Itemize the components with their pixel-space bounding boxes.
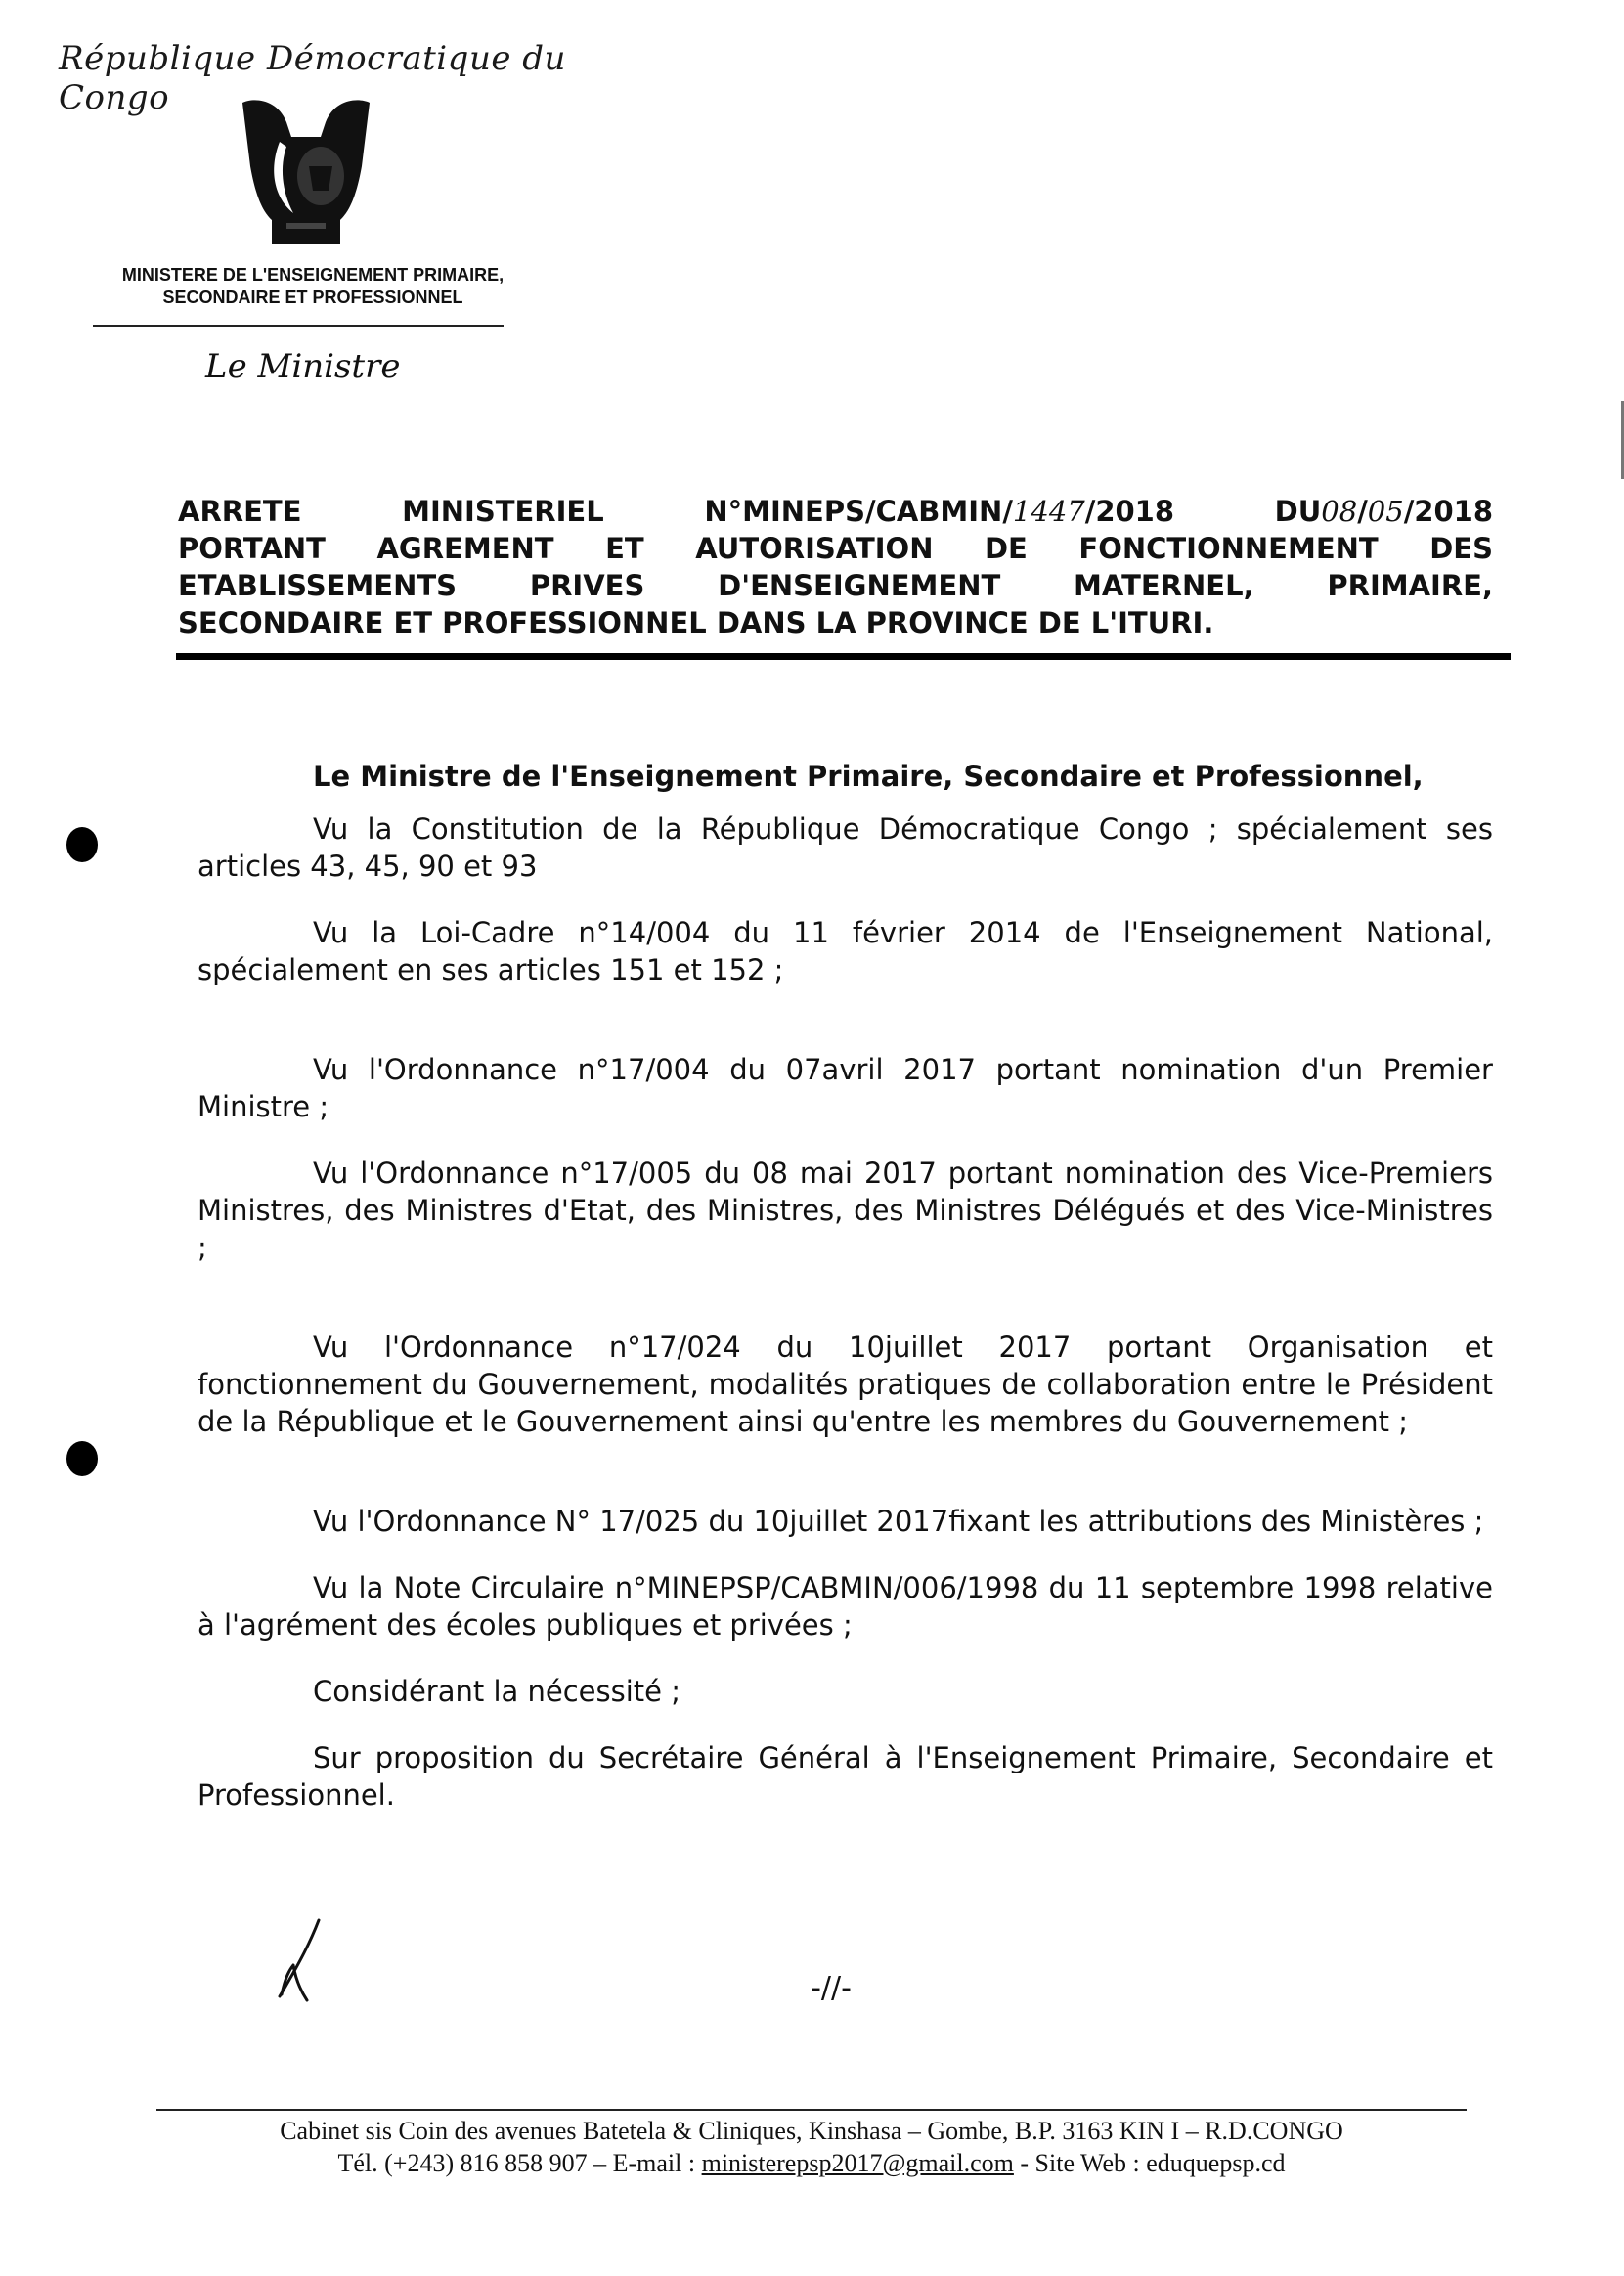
considerant-ordonnance-17-025: Vu l'Ordonnance N° 17/025 du 10juillet 2017fixant les attributions des Ministères ;	[313, 1505, 1484, 1538]
spacer	[198, 1643, 1493, 1673]
decree-day: 08	[1321, 495, 1358, 528]
coat-of-arms-emblem	[233, 98, 379, 254]
decree-title-line-1	[178, 493, 1493, 530]
initial-signature	[272, 1916, 330, 2004]
continuation-mark: -//-	[811, 1971, 852, 2005]
footer-address: Cabinet sis Coin des avenues Batetela & Cliniques, Kinshasa – Gombe, B.P. 3163 KIN I – R.D.CONGO	[280, 2117, 1343, 2145]
footer-phone: Tél. (+243) 816 858 907 – E-mail :	[337, 2149, 702, 2177]
considerant-note-circulaire: Vu la Note Circulaire n°MINEPSP/CABMIN/006/1998 du 11 septembre 1998 relative à l'agrément des écoles publiques et privées ;	[198, 1571, 1493, 1641]
punch-hole-bottom	[66, 1441, 98, 1476]
decree-title-line-3: ETABLISSEMENTS PRIVES D'ENSEIGNEMENT MATERNEL, PRIMAIRE,	[178, 569, 1493, 602]
decree-date-separator: /	[1357, 495, 1368, 528]
spacer	[198, 1266, 1493, 1329]
decree-number: 1447	[1012, 495, 1085, 528]
ministry-divider	[93, 325, 504, 327]
decree-month: 05	[1367, 495, 1404, 528]
spacer	[198, 885, 1493, 914]
spacer	[198, 988, 1493, 1051]
decree-body	[198, 758, 1493, 1814]
considerant-constitution: Vu la Constitution de la République Démocratique Congo ; spécialement ses articles 43, 45, 90 et 93	[198, 812, 1493, 883]
considerant-ordonnance-17-004: Vu l'Ordonnance n°17/004 du 07avril 2017 portant nomination d'un Premier Ministre ;	[198, 1053, 1493, 1123]
decree-title-line-2: PORTANT AGREMENT ET AUTORISATION DE FONCTIONNEMENT DES	[178, 532, 1493, 565]
footer-divider	[156, 2109, 1467, 2111]
considerant-necessite: Considérant la nécessité ;	[313, 1675, 680, 1708]
punch-hole-top	[66, 827, 98, 862]
spacer	[198, 1540, 1493, 1569]
considerant-ordonnance-17-005: Vu l'Ordonnance n°17/005 du 08 mai 2017 portant nomination des Vice-Premiers Ministres, des Ministres d'Etat, des Ministres, des Ministres Délégués et des Vice-Ministres ;	[198, 1157, 1493, 1264]
considerant-loi-cadre: Vu la Loi-Cadre n°14/004 du 11 février 2014 de l'Enseignement National, spécialement en ses articles 151 et 152 ;	[198, 916, 1493, 986]
spacer	[198, 1440, 1493, 1503]
country-name: République Démocratique du Congo	[59, 39, 566, 117]
decree-title-line-4: SECONDAIRE ET PROFESSIONNEL DANS LA PROVINCE DE L'ITURI.	[178, 606, 1214, 639]
footer-contact	[117, 2147, 1506, 2179]
spacer	[198, 1710, 1493, 1739]
body-heading: Le Ministre de l'Enseignement Primaire, Secondaire et Professionnel,	[313, 760, 1424, 793]
office-title: Le Ministre	[205, 347, 401, 386]
title-divider	[176, 653, 1511, 660]
decree-title-prefix: ARRETE MINISTERIEL N°MINEPS/CABMIN/	[178, 495, 1013, 528]
considerant-ordonnance-17-024: Vu l'Ordonnance n°17/024 du 10juillet 2017 portant Organisation et fonctionnement du Gouvernement, modalités pratiques de collaboration entre le Président de la République et le Gouvernement ainsi qu'entre les membres du Gouvernement ;	[198, 1331, 1493, 1438]
ministry-line-1: MINISTERE DE L'ENSEIGNEMENT PRIMAIRE,	[121, 265, 505, 284]
footer	[117, 2115, 1506, 2179]
ministry-name	[59, 264, 567, 309]
proposition-secretaire-general: Sur proposition du Secrétaire Général à l'Enseignement Primaire, Secondaire et Professionnel.	[198, 1741, 1493, 1812]
decree-end-year: /2018	[1403, 495, 1493, 528]
footer-website: - Site Web : eduquepsp.cd	[1013, 2149, 1286, 2177]
spacer	[198, 1125, 1493, 1155]
footer-email-link[interactable]: ministerepsp2017@gmail.com	[701, 2149, 1014, 2177]
decree-title	[178, 493, 1493, 641]
decree-title-year: /2018 DU	[1084, 495, 1322, 528]
ministry-line-2: SECONDAIRE ET PROFESSIONNEL	[162, 287, 463, 307]
